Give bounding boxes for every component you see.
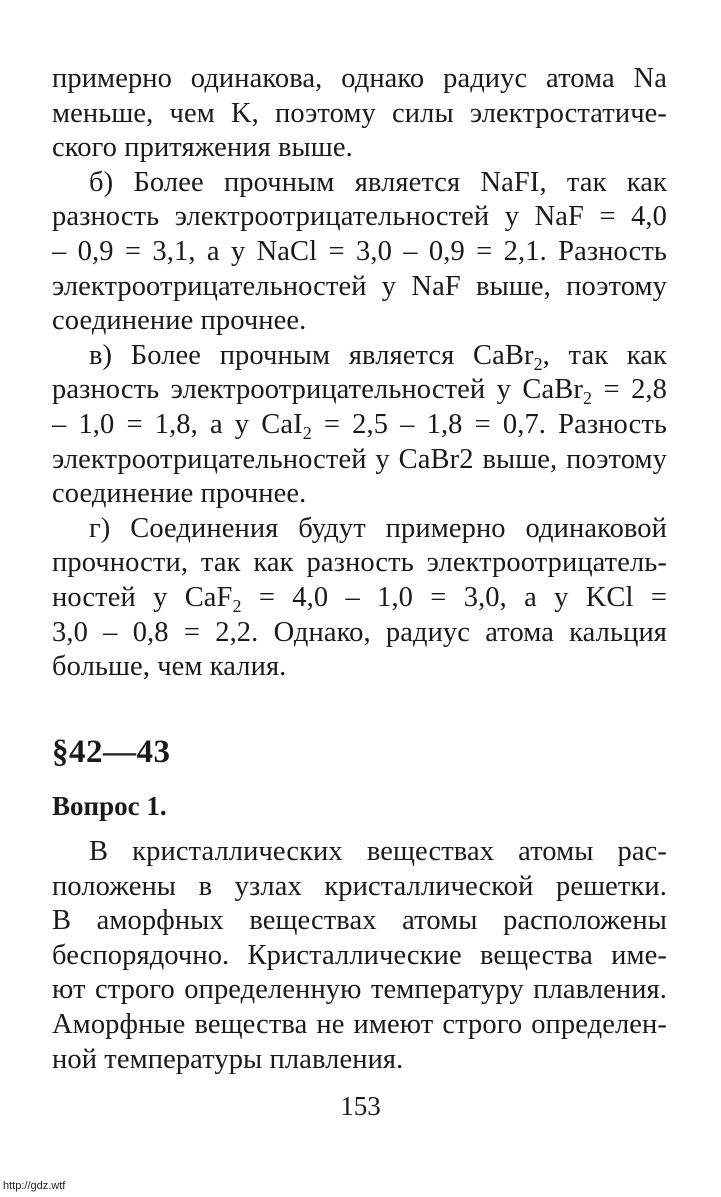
text-line: ского притяжения выше. (52, 132, 353, 164)
text-line: меньше, чем K, поэтому силы электростатиче- (52, 97, 667, 129)
answer-paragraph (52, 835, 667, 1077)
section-heading: §42—43 (52, 734, 171, 770)
text-line: Аморфные вещества не имеют строго определен- (52, 1008, 667, 1040)
text-segment: = 4,0 – 1,0 = 3,0, а у KCl = (241, 581, 667, 613)
text-column (52, 62, 667, 685)
subscript: 2 (533, 353, 543, 374)
text-line: 3,0 – 0,8 = 2,2. Однако, радиус атома кальция (52, 616, 667, 648)
text-line: В аморфных веществах атомы расположены (52, 905, 667, 937)
subscript: 2 (302, 422, 312, 443)
text-line: ной температуры плавления. (52, 1043, 404, 1075)
paragraph-g (52, 512, 667, 685)
page-number: 153 (340, 1091, 381, 1121)
text-line: г) Соединения будут примерно одинаковой (89, 512, 667, 544)
paragraph-v (52, 339, 667, 512)
text-line-with-subscript (52, 581, 667, 616)
text-line: примерно одинакова, однако радиус атома Na (52, 63, 667, 94)
text-line: электроотрицательностей у NaF выше, поэтому (52, 270, 667, 302)
subscript: 2 (232, 595, 242, 616)
text-segment: , так как (542, 339, 667, 371)
text-line: б) Более прочным является NaFI, так как (89, 166, 667, 198)
text-segment: = 2,8 (592, 374, 667, 406)
text-line-with-subscript (52, 339, 667, 374)
paragraph-b (52, 166, 667, 339)
text-segment: в) Более прочным является CaBr (89, 339, 534, 371)
subscript: 2 (582, 388, 593, 409)
text-line: положены в узлах кристаллической решетки. (52, 870, 667, 902)
watermark-link[interactable]: http://gdz.wtf (3, 1180, 66, 1192)
text-segment: ностей у CaF (52, 581, 233, 613)
text-line: разность электроотрицательностей у NaF = 4,0 (52, 201, 667, 233)
text-line: больше, чем калия. (52, 651, 287, 683)
text-line: В кристаллических веществах атомы рас- (89, 836, 667, 867)
text-line: прочности, так как разность электроотрицатель- (52, 547, 667, 579)
text-line-with-subscript (52, 373, 667, 408)
text-line: соединение прочнее. (52, 478, 307, 510)
text-segment: = 2,5 – 1,8 = 0,7. Разность (311, 408, 667, 440)
text-segment: – 1,0 = 1,8, а у CaI (52, 408, 303, 440)
text-line: ют строго определенную температуру плавления. (52, 974, 667, 1006)
text-segment: разность электроотрицательностей у CaBr (52, 374, 583, 406)
text-line: – 0,9 = 3,1, а у NaCl = 3,0 – 0,9 = 2,1. Разность (52, 235, 667, 267)
text-line: соединение прочнее. (52, 305, 307, 337)
paragraph-continuation (52, 62, 667, 166)
text-line: беспорядочно. Кристаллические вещества име- (52, 939, 667, 971)
question-heading: Вопрос 1. (52, 791, 167, 821)
text-line: электроотрицательностей у CaBr2 выше, поэтому (52, 443, 667, 475)
text-line-with-subscript (52, 408, 667, 443)
